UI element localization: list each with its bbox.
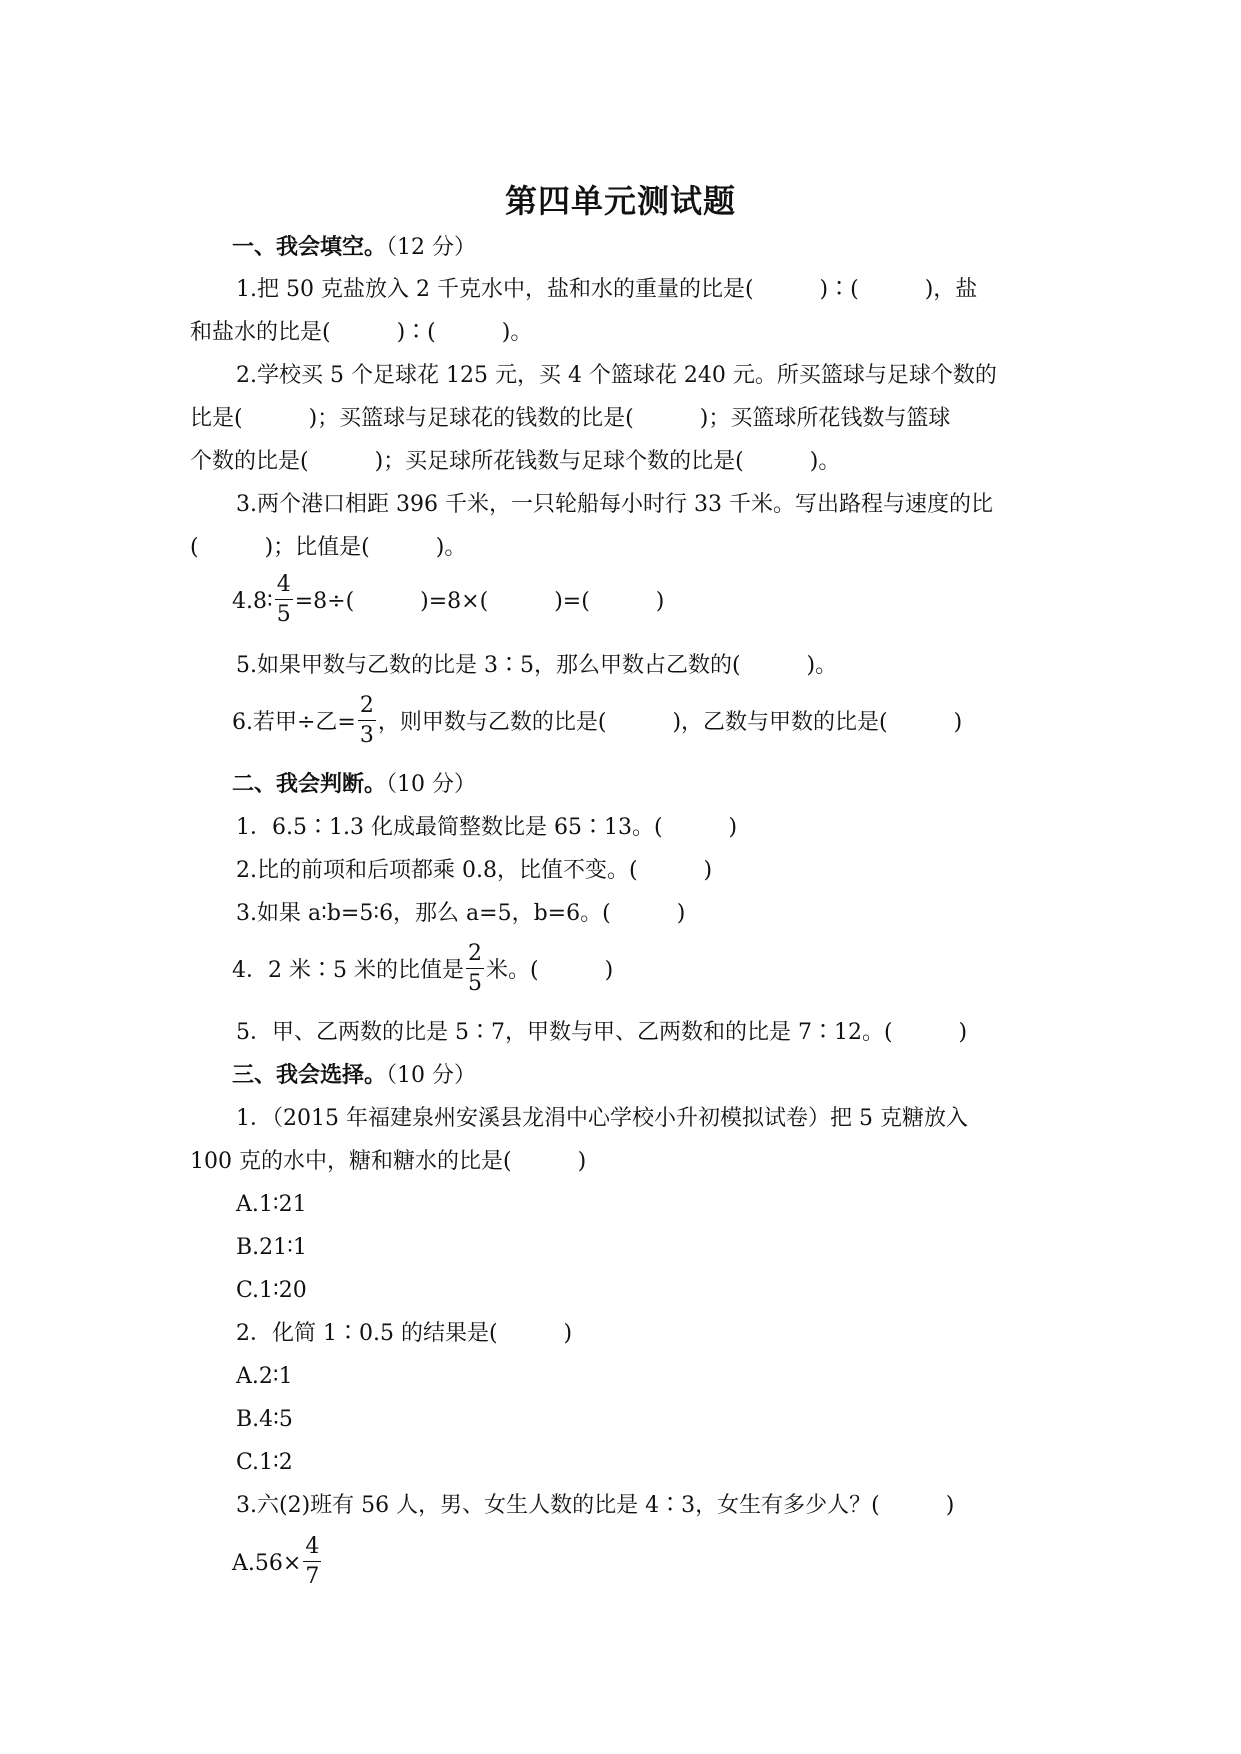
s3-q1-option-b: B.21∶1 (236, 1235, 307, 1260)
s1-q2-line1: 2.学校买 5 个足球花 125 元，买 4 个篮球花 240 元。所买篮球与足球个数的 (236, 363, 997, 388)
s1-q4-fraction (275, 574, 293, 626)
s1-q6 (232, 693, 963, 749)
s1-q1-line2: 和盐水的比是( )∶( )。 (190, 320, 533, 345)
s3-q3-option-a (232, 1534, 323, 1590)
fraction-numerator: 2 (358, 695, 376, 721)
s2-q4 (232, 941, 614, 997)
s2-q4-fraction (466, 943, 484, 995)
s3-q2-stem: 2．化简 1∶0.5 的结果是( ) (236, 1321, 573, 1346)
s1-q4-post: =8÷( )=8×( )=( ) (294, 589, 665, 614)
s3-q2-option-b: B.4∶5 (236, 1407, 293, 1432)
fraction-denominator: 7 (305, 1564, 320, 1589)
s2-q1: 1．6.5∶1.3 化成最简整数比是 65∶13。( ) (236, 815, 738, 840)
s2-q3: 3.如果 a∶b=5∶6，那么 a=5，b=6。( ) (236, 901, 686, 926)
section-2-title: 二、我会判断。 (232, 772, 387, 797)
s2-q5: 5．甲、乙两数的比是 5∶7，甲数与甲、乙两数和的比是 7∶12。( ) (236, 1020, 968, 1045)
s1-q6-post: ，则甲数与乙数的比是( )，乙数与甲数的比是( ) (377, 710, 963, 735)
s1-q6-pre: 6.若甲÷乙= (232, 710, 356, 735)
s3-q2-option-a: A.2∶1 (236, 1364, 293, 1389)
s1-q2-line3: 个数的比是( )；买足球所花钱数与足球个数的比是( )。 (190, 449, 841, 474)
fraction-numerator: 2 (466, 943, 484, 969)
s1-q4 (232, 572, 665, 628)
section-1-points: （12 分） (386, 235, 477, 260)
fraction-numerator: 4 (303, 1536, 321, 1562)
s2-q2: 2.比的前项和后项都乘 0.8，比值不变。( ) (236, 858, 713, 883)
fraction-numerator: 4 (275, 574, 293, 600)
s3-q3-option-a-pre: A.56× (232, 1551, 302, 1576)
s1-q3-line2: ( )；比值是( )。 (190, 535, 467, 560)
section-3-points: （10 分） (386, 1063, 477, 1088)
page-title: 第四单元测试题 (504, 182, 736, 220)
section-2-heading (232, 770, 476, 800)
s3-q2-option-c: C.1∶2 (236, 1450, 293, 1475)
s3-q1-option-a: A.1∶21 (236, 1192, 307, 1217)
section-3-heading (232, 1061, 476, 1091)
section-1-heading (232, 233, 476, 263)
s2-q4-pre: 4．2 米∶5 米的比值是 (232, 958, 464, 983)
s1-q2-line2: 比是( )；买篮球与足球花的钱数的比是( )；买篮球所花钱数与篮球 (190, 406, 951, 431)
s3-q1-option-c: C.1∶20 (236, 1278, 307, 1303)
s3-q1-line2: 100 克的水中，糖和糖水的比是( ) (190, 1149, 587, 1174)
s3-q3-stem: 3.六(2)班有 56 人，男、女生人数的比是 4∶3，女生有多少人？( ) (236, 1493, 955, 1518)
s1-q5: 5.如果甲数与乙数的比是 3∶5，那么甲数占乙数的( )。 (236, 653, 838, 678)
s3-q1-line1: 1．（2015 年福建泉州安溪县龙涓中心学校小升初模拟试卷）把 5 克糖放入 (236, 1106, 968, 1131)
section-2-points: （10 分） (386, 772, 477, 797)
s1-q6-fraction (358, 695, 376, 747)
s2-q4-post: 米。( ) (485, 958, 614, 983)
s3-q3-fraction (303, 1536, 321, 1588)
section-3-title: 三、我会选择。 (232, 1063, 387, 1088)
s1-q4-pre: 4.8∶ (232, 589, 273, 614)
s1-q1-line1: 1.把 50 克盐放入 2 千克水中，盐和水的重量的比是( )∶( )，盐 (236, 277, 978, 302)
fraction-denominator: 5 (467, 971, 482, 996)
s1-q3-line1: 3.两个港口相距 396 千米，一只轮船每小时行 33 千米。写出路程与速度的比 (236, 492, 993, 517)
fraction-denominator: 3 (359, 723, 374, 748)
section-1-title: 一、我会填空。 (232, 235, 387, 260)
fraction-denominator: 5 (276, 602, 291, 627)
